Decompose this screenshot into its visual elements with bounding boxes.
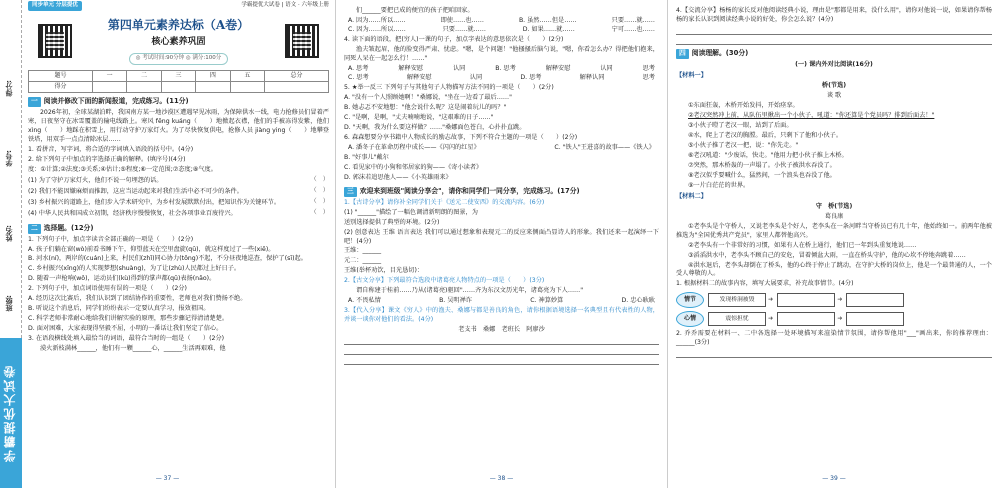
fill-line: 漠火新枝满林______，他们有一颗______心，______生活再艰难，他 <box>40 345 226 353</box>
fill-line: 们______要把已成的便宜的孩子把咱回家。 <box>356 7 474 14</box>
option: A. 潘冬子在革命历程中成长——《闪闪的红星》 <box>348 143 480 151</box>
fill-line: (1) "______"描绘了一幅色调清新明朗的图景，为 <box>344 208 478 216</box>
part-title: (一) 课内外对比阅读(16分) <box>795 60 873 68</box>
option: C. 神算妙算 <box>530 297 564 305</box>
top-bar <box>28 0 329 12</box>
score-header: 题号 <box>29 71 93 82</box>
material-paragraph: ①老李头是个守桥人，又说老李头是个好人，老李头在一条河畔当守桥员已有几十年，他始终如一。前两年他被推选为"全国优秀共产党员"，家里人都替他高兴。 <box>676 222 992 239</box>
material-paragraph: ④水，爬上了老汉的胸膛。最后，只剩下了他和小伙子。 <box>688 131 843 139</box>
unit-tag: 同步单元 分层提优 <box>28 1 82 11</box>
score-header: 四 <box>196 71 230 82</box>
option: D. 随着一声枪响(wǒ)，运动员们(kù)得到的掌声都(qū)表扬(nāo)。 <box>28 275 216 283</box>
option: 思考 <box>642 64 655 72</box>
score-cell[interactable] <box>92 82 126 93</box>
option: B. 她忐忑不安地想："他会说什么呢？这是闹着玩儿的吗？" <box>344 103 507 111</box>
material-paragraph: ①东面狂轰，木桥开始发抖，开始痉挛。 <box>688 101 799 109</box>
option: A. 因为……所以…… <box>348 16 406 24</box>
header-right: 学霸提优大试卷 | 语文 · 六年级上册 <box>241 2 329 9</box>
answer-line[interactable] <box>344 346 659 355</box>
plot-flow-row <box>676 292 992 308</box>
exam-subtitle: 核心素养巩固 <box>151 37 206 48</box>
question: 2. 给下列句子中加点的字选择正确的解释。(填序号)(4分) <box>28 155 186 163</box>
option: D. 忠心耿耿 <box>621 297 655 305</box>
option: 认同 <box>469 73 483 81</box>
question: 4. 读下面的语段，把(穷人)一课的句子，加点字表达的意思依次是（ ）(2分) <box>344 35 564 43</box>
option: C. "是啊，是啊，"丈夫喃喃地说，"这艰难的日子……" <box>344 113 494 121</box>
arrow-right-icon: ➜ <box>768 295 774 303</box>
score-table <box>28 70 329 93</box>
section-1-heading <box>28 97 329 107</box>
answer-line[interactable] <box>676 349 992 358</box>
option-row <box>344 144 659 153</box>
material-2-title: 守 桥(节选) <box>815 202 853 210</box>
score-header: 一 <box>92 71 126 82</box>
flow-cell-blank[interactable] <box>777 312 835 326</box>
sub-question: (3) 乡村振兴的道路上，他们步入学术研究中，为乡村发展默默付出，把知识作为关键环节。 <box>28 198 281 206</box>
quote: 谓自称建于桂前……乃从(诸葛亮)驱回"……齐为东汉文历光年，诸葛亮为下人……" <box>356 287 584 295</box>
option: 解释认同 <box>579 73 605 81</box>
score-row-label: 得分 <box>29 82 93 93</box>
score-cell[interactable] <box>127 82 161 93</box>
flow-label: 心情 <box>676 311 704 327</box>
exam-meta: ◎ 考试时间:90分钟 ◎ 满分:100分 <box>129 53 229 65</box>
sub-question: (1) 为了守护万家灯火，他们不说一句埋怨的话。 <box>28 176 163 184</box>
option: 思考 <box>642 73 655 81</box>
section-number: 三 <box>344 187 357 197</box>
question: 4.【交流分享】杨杨的家长反对他阅读经典小说，理由是"那都是用来，没什么用"，请你对他说一说，如果请你帮杨杨的家长认识到阅读经典小说的好处，你会怎么说？(4分) <box>676 7 992 23</box>
quote: 渔夫皱起眉，他的脸变得严肃、忧虑。"嗯，是个问题！"他搔搔后脑勺说，"嗯，你看怎么办？得把他们抱来，同死人呆在一起怎么行！……" <box>344 45 659 62</box>
sub-section: 3.【代入分享】课文《穷人》中的渔夫、桑娜与都是善良的角色，请你根据语境选择一名典型且有代表性的人物，并谈一谈你对他们的看法。(4分) <box>344 307 659 324</box>
score-header: 总分 <box>265 71 329 82</box>
question: 3. 在语段横线处填入最恰当的词语，最符合当时的一组是（ ）(2分) <box>28 335 225 343</box>
name-list: 老支书 桑娜 老班长 阿廖沙 <box>458 326 545 334</box>
option: C. 因为……所以…… <box>348 25 406 33</box>
option: C. 乡村振兴(xīng)的人实现梦想(shuàng)，为了让(zhù)人民都过上好日子。 <box>28 265 241 273</box>
option: B. 河水(ní)，两岸的(cuán)上来，村民们(zhǐ)同心协力(tōng)不起，不分昼夜地巡查，保护了(sī)起。 <box>28 255 307 263</box>
flow-cell: 震惊担忧 <box>708 312 766 326</box>
exam-page-39 <box>667 0 1000 488</box>
option: 解释安慰 <box>406 73 432 81</box>
section-title: 阅读并修改下面的新闻报道，完成练习。(11分) <box>43 97 189 105</box>
option-row <box>344 65 659 74</box>
option: B. 思考 <box>495 64 516 72</box>
option: C. 看见家中的小狗和邻居家的狗——《寄小读者》 <box>344 163 483 171</box>
answer-line[interactable] <box>676 26 992 35</box>
option: A. 经历这次比赛后，我们认识到了团结协作的重要性，老师也对我们赞扬不绝。 <box>28 295 247 303</box>
question: 2. 下列句子中，加点词语使用有误的一项是（ ）(2分) <box>28 285 187 293</box>
sub-question: (4) 中华人民共和国成立初期，经济秩序慢慢恢复，社会各项事业百废待兴。 <box>28 209 237 217</box>
section-number: 二 <box>28 224 41 234</box>
option-row <box>344 74 659 83</box>
option: B. "好事儿"戴尔 <box>344 153 389 161</box>
option: 认同 <box>600 64 613 72</box>
material-2-label: 【材料二】 <box>676 192 707 200</box>
score-header: 二 <box>127 71 161 82</box>
score-cell[interactable] <box>230 82 264 93</box>
section-title: 欢迎来到班级"阅读分享会"，请你和同学们一同分享，完成练习。(17分) <box>359 186 580 195</box>
sub-section: 2.【古文分享】下列最符合选段中诸葛亮人物特点的一项是（ ）(3分) <box>344 277 545 285</box>
option: C. 思考 <box>348 73 369 81</box>
score-header: 五 <box>230 71 264 82</box>
material-paragraph: ⑧老汉似乎要喊什么，猛然间，一个浪头也吞没了他。 <box>688 171 836 179</box>
option: A. "没有一个人照顾她啊！"桑娜说，"坐在一边看了最后……" <box>344 93 512 101</box>
margin-label-id: 学号: <box>5 150 13 167</box>
sub-section: 1.【古诗分享】请你补全同学们关于《送元二使安西》的交流内容。(6分) <box>344 198 545 206</box>
section-2-heading <box>28 224 329 234</box>
option: 只要……就…… <box>611 16 655 24</box>
qr-code-icon[interactable] <box>285 24 319 58</box>
section-3-heading <box>344 187 659 197</box>
answer-line[interactable] <box>344 336 659 345</box>
arrow-right-icon: ➜ <box>768 314 774 322</box>
news-paragraph: 2026年初，全球某湖泊畔，我国南方某一地沙漠区遭遇罕见冰雨，为保障供水一线，电力抢修员们冒着严寒，日夜坚守在冰雪覆盖的输电线路上。寒风 fēng kuáng（ ）地掀起衣襟，他们的手被冻得发紫，他们 xìng（ ）地踩在积雪上，用行动守护万家灯火。为了尽快恢复供电，抢修人员 jiàng ying（ ）地攀登铁塔，用双手一点点清除冰层…… <box>28 108 329 143</box>
flow-cell: 发现桥洞被毁 <box>708 293 766 307</box>
flow-cell-blank[interactable] <box>777 293 835 307</box>
page-number: — 37 — <box>155 475 180 483</box>
option: A. 孩子们躺在窗(wò)前看书睡下午，仰望蓝天在空里盘旋(qū)，就这样度过了一些(xiē)。 <box>28 245 275 253</box>
exam-page-38 <box>335 0 667 488</box>
score-cell[interactable] <box>265 82 329 93</box>
question: 5. ★举一反三 下列句子与其他句子人物描写方法不同的一项是（ ）(2分) <box>344 83 554 91</box>
option: C. "铁人"王进喜的故事——《铁人》 <box>554 143 655 151</box>
exam-header <box>28 12 329 70</box>
fill-line: (2) 创意表达 王维 语言表达 我们可以通过想象和表现元二的反应来侧面凸显诗人的形象。我们还来一起演绎一下吧！(4分) <box>344 228 659 245</box>
option: 解释安慰 <box>545 64 571 72</box>
section-number: 四 <box>676 49 689 59</box>
brand-banner: 学霸提优大试卷 <box>0 338 22 488</box>
material-2-author: 葛良康 <box>824 212 844 220</box>
margin-label-class: 班级: <box>5 295 13 312</box>
margin-label-score: 得分: <box>5 80 13 97</box>
page-number: — 38 — <box>489 475 514 483</box>
material-1-title: 桥(节选) <box>821 81 847 89</box>
material-1-label: 【材料一】 <box>676 71 707 79</box>
section-number: 一 <box>28 97 41 107</box>
option: B. 虽然……但是…… <box>518 16 577 24</box>
option: B. 吴明禅诈 <box>439 297 472 305</box>
arrow-right-icon: ➜ <box>837 295 843 303</box>
option: 只要……就…… <box>442 25 486 33</box>
score-cell[interactable] <box>161 82 195 93</box>
material-paragraph: ⑨一片白茫茫的世界。 <box>688 181 750 189</box>
question: 1. 下列句子中，加点字读音全部正确的一项是（ ）(2分) <box>28 235 194 243</box>
fill-line: 王维(举杯劝饮，目光恳切)： <box>344 267 424 275</box>
sub-question: (2) 我们不能因嫌麻烦而推卸，这应当运动起来对我们生活中必不可少的条件。 <box>28 187 243 195</box>
option-row <box>344 17 659 26</box>
qr-code-icon[interactable] <box>38 24 72 58</box>
question: 6. 森森想要分享书籍中人物成长的励志故事，下列不符合主题的一项是（ ）(2分) <box>344 133 578 141</box>
material-paragraph: ⑦突然，那木桥轰的一声塌了。小伙子被洪水吞没了。 <box>688 161 836 169</box>
question: 2. 乔乔需要在材料一、二中各选择一处环境描写来渲染情节氛围，请你帮他用"___"画出来，你的推荐理由：______(3分) <box>676 330 992 347</box>
option: 即使……也…… <box>440 16 484 24</box>
score-cell[interactable] <box>196 82 230 93</box>
material-paragraph: ②老汉突然冲上前，从队伍里揪出一个小伙子，吼道："你还算是个党员吗？排到后面去！" <box>688 111 935 119</box>
material-paragraph: ④洪水退后，老李头却倒在了桥头，他的心终于停止了跳动，在守护大桥的岗位上，他是一个最普通的人，一个受人尊敬的人。 <box>676 261 992 278</box>
material-paragraph: ②老李头有一个非常好的习惯，如果有人在桥上通行，他们已一年到头重复地说…… <box>688 241 917 249</box>
mood-flow-row <box>676 311 992 327</box>
option: A. 思考 <box>348 64 369 72</box>
exam-page-37: 得分: 学号: 姓名: 班级: 学霸提优大试卷 同步单元 分层提优 学霸提优大试卷 | 语文 · 六年级上册 第四单元素养达标（A卷） 核心素养巩固 ◎ 考试时间:90分钟 ◎ 满分:100分 题号 一 二 三 四 五 总分 得分 一 阅读并修改下面的新闻报道，完成练习。(11分) 2026年初，全球某湖泊畔，我国南方某一地沙漠区遭遇罕见冰雨，为保障供水一线，电力抢修员们冒着严寒，日夜坚守在冰雪覆盖的输电线路上。寒风 fēng kuáng（ ）地掀起衣襟，他们的手被冻得发紫，他们 xìng（ ）地踩在积雪上，用行动守护万家灯火。为了尽快恢复供电，抢修人员 jiàng ying（ ）地攀登铁塔，用双手一点点清除冰层…… 1. 看拼音，写字词，将合适的字词填入语段的括号中。(4分) 2. 给下列句子中加点的字选择正确的解释。(填序号)(4分) 度：①计算;②法度;③关系;④估计;⑤程度;⑥一定范围;⑦态度;⑧气度。 (1) 为了守护万家灯火，他们不说一句埋怨的话。 （ ） (2) 我们不能因嫌麻烦而推卸，这应当运动起来对我们生活中必不可少的条件。 （ ） (3) 乡村振兴的道路上，他们步入学术研究中，为乡村发展默默付出，把知识作为关键环节。 （ ） (4) 中华人民共和国成立初期，经济秩序慢慢恢复，社会各项事业百废待兴。 （ ） 二 选择题。(12分) 1. 下列句子中，加点字读音全部正确的一项是（ ）(2分) A. 孩子们躺在窗(wò)前看书睡下午，仰望蓝天在空里盘旋(qū)，就这样度过了一些(xiē)。 B. 河水(ní)，两岸的(cuán)上来，村民们(zhǐ)同心协力(tōng)不起，不分昼夜地巡查，保护了(sī)起。 C. 乡村振兴(xīng)的人实现梦想(shuàng)，为了让(zhù)人民都过上好日子。 D. 随着一声枪响(wǒ)，运动员们(kù)得到的掌声都(qū)表扬(nāo)。 2. 下列句子中，加点词语使用有误的一项是（ ）(2分) A. 经历这次比赛后，我们认识到了团结协作的重要性，老师也对我们赞扬不绝。 B. 听说这个消息后，同学们纷纷表示一定要认真学习，报效祖国。 C. 科学老师非常耐心地给我们讲解实验的原理，那些步骤记得清清楚楚。 D. 面对困难，大家表现得坚毅不屈，小明的一番话让我们坚定了信心。 3. 在语段横线处填入最恰当的词语，最符合当时的一组是（ ）(2分) 漠火新枝满林______，他们有一颗______心，______生活再艰难，他 — 37 — <box>0 0 335 488</box>
fill-line: 送别选择提供了典型的环境。(2分) <box>344 218 440 226</box>
material-1-author: 谈 歌 <box>826 91 842 99</box>
section-4-heading <box>676 49 992 59</box>
material-paragraph: ⑥老汉吼道："少废话，快走。"他用力把小伙子推上木桥。 <box>688 151 848 159</box>
option: C. 科学老师非常耐心地给我们讲解实验的原理，那些步骤记得清清楚楚。 <box>28 315 229 323</box>
answer-line[interactable] <box>344 356 659 365</box>
material-paragraph: ③小伙子瞪了老汉一眼，站到了后面。 <box>688 121 793 129</box>
fill-line: 王维：______ <box>344 247 382 255</box>
option: D. 思考 <box>520 73 542 81</box>
option-row <box>344 26 659 35</box>
material-paragraph: ⑤小伙子推了老汉一把，说："你先走。" <box>688 141 799 149</box>
fill-line: 元二：______ <box>344 257 382 265</box>
material-paragraph: ③滔滔洪水中，老李头不顾自己的安危，冒着倾盆大雨，一直在桥头守护，他的心坎不停地奔跳着…… <box>688 251 966 259</box>
option: D. 如果……就…… <box>522 25 575 33</box>
flow-cell-blank[interactable] <box>846 312 904 326</box>
question: 1. 根据材料二的故事内容，填写大展要求，补充故事情节。(4分) <box>676 280 854 288</box>
option: 宁可……也…… <box>611 25 655 33</box>
exam-title: 第四单元素养达标（A卷） <box>107 17 250 32</box>
question: 1. 看拼音，写字词，将合适的字词填入语段的括号中。(4分) <box>28 145 194 153</box>
option: D. 郭沫若追思他人——《小英雄雨来》 <box>344 173 452 181</box>
arrow-right-icon: ➜ <box>837 314 843 322</box>
flow-label: 情节 <box>676 292 704 308</box>
margin-strip <box>0 0 22 488</box>
option-row <box>344 297 659 306</box>
option: 认同 <box>452 64 466 72</box>
flow-cell-blank[interactable] <box>846 293 904 307</box>
section-title: 选择题。(12分) <box>43 223 94 232</box>
option: B. 听说这个消息后，同学们纷纷表示一定要认真学习，报效祖国。 <box>28 305 210 313</box>
page-number: — 39 — <box>822 475 846 483</box>
answer-line[interactable] <box>676 36 992 45</box>
score-header: 三 <box>161 71 195 82</box>
definition-list: 度：①计算;②法度;③关系;④估计;⑤程度;⑥一定范围;⑦态度;⑧气度。 <box>28 165 217 173</box>
option: D. 面对困难，大家表现得坚毅不屈，小明的一番话让我们坚定了信心。 <box>28 325 223 333</box>
option: 解释安慰 <box>398 64 424 72</box>
option: A. 不畏私情 <box>348 297 381 305</box>
section-title: 阅读理解。(30分) <box>691 48 749 57</box>
option: D. "天啊，我为什么要这样做？……"桑娜面色苍白，心扑扑直跳。 <box>344 123 526 131</box>
margin-label-name: 姓名: <box>5 225 13 242</box>
